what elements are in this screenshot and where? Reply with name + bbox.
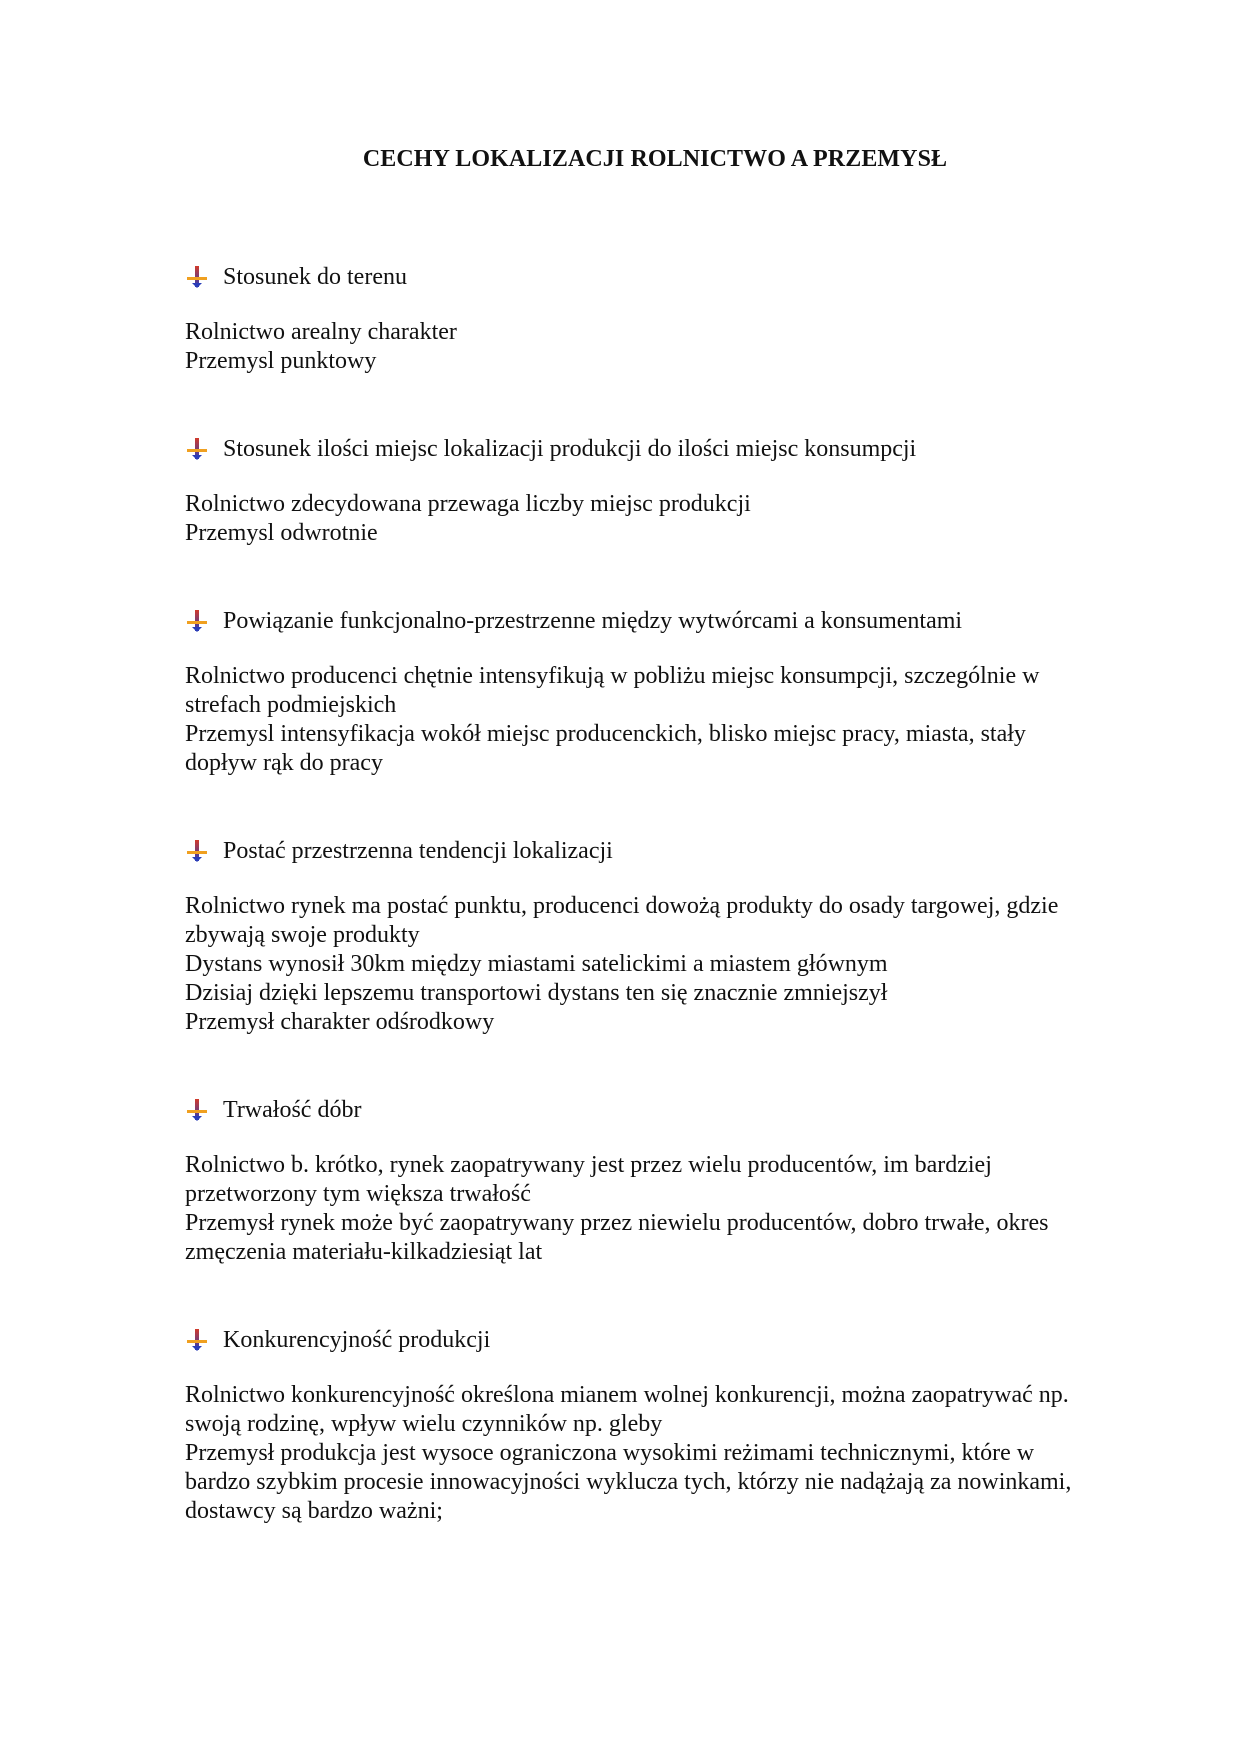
section-heading-text: Powiązanie funkcjonalno-przestrzenne między wytwórcami a konsumentami [223,607,963,634]
cross-arrow-bullet-icon [185,839,209,863]
section-stosunek-ilosci-miejsc [185,434,1100,548]
section-powiazanie-funkcjonalne [185,606,1100,778]
paragraph: Dystans wynosił 30km między miastami satelickimi a miastem głównym [185,951,888,977]
section-heading [185,1325,1100,1355]
section-heading-text: Trwałość dóbr [223,1096,362,1123]
section-heading [185,1095,1100,1125]
section-heading-text: Postać przestrzenna tendencji lokalizacji [223,837,613,864]
cross-arrow-bullet-icon [185,609,209,633]
paragraph: Dzisiaj dzięki lepszemu transportowi dystans ten się znacznie zmniejszył [185,980,888,1006]
cross-arrow-bullet-icon [185,265,209,289]
cross-arrow-bullet-icon [185,437,209,461]
document-content [185,262,1100,1584]
paragraph: Rolnictwo arealny charakter [185,319,457,345]
paragraph: Przemysł rynek może być zaopatrywany przez niewielu producentów, dobro trwałe, okres zmęczenia materiału-kilkadziesiąt lat [185,1210,1049,1265]
paragraph: Przemysl odwrotnie [185,520,378,546]
section-heading [185,836,1100,866]
section-heading [185,434,1100,464]
section-heading-text: Konkurencyjność produkcji [223,1326,491,1353]
document-title: CECHY LOKALIZACJI ROLNICTWO A PRZEMYSŁ [362,146,948,172]
paragraph: Rolnictwo producenci chętnie intensyfikują w pobliżu miejsc konsumpcji, szczególnie w strefach podmiejskich [185,663,1040,718]
paragraph: Przemysl intensyfikacja wokół miejsc producenckich, blisko miejsc pracy, miasta, stały dopływ rąk do pracy [185,721,1026,776]
cross-arrow-bullet-icon [185,1098,209,1122]
section-postac-przestrzenna [185,836,1100,1037]
paragraph: Rolnictwo rynek ma postać punktu, producenci dowożą produkty do osady targowej, gdzie zbywają swoje produkty [185,893,1059,948]
paragraph: Rolnictwo b. krótko, rynek zaopatrywany jest przez wielu producentów, im bardziej przetworzony tym większa trwałość [185,1152,992,1207]
cross-arrow-bullet-icon [185,1328,209,1352]
section-trwalosc-dobr [185,1095,1100,1267]
paragraph: Przemysł charakter odśrodkowy [185,1009,495,1035]
paragraph: Rolnictwo konkurencyjność określona mianem wolnej konkurencji, można zaopatrywać np. swoją rodzinę, wpływ wielu czynników np. gleby [185,1382,1069,1437]
section-konkurencyjnosc [185,1325,1100,1526]
paragraph: Przemysl punktowy [185,348,377,374]
section-heading [185,606,1100,636]
section-heading-text: Stosunek do terenu [223,263,407,290]
paragraph: Rolnictwo zdecydowana przewaga liczby miejsc produkcji [185,491,751,517]
paragraph: Przemysł produkcja jest wysoce ograniczona wysokimi reżimami technicznymi, które w bardzo szybkim procesie innowacyjności wyklucza tych, którzy nie nadążają za nowinkami, dostawcy są bardzo ważni; [185,1440,1072,1524]
section-heading-text: Stosunek ilości miejsc lokalizacji produkcji do ilości miejsc konsumpcji [223,435,917,462]
section-heading [185,262,1100,292]
section-stosunek-do-terenu [185,262,1100,376]
